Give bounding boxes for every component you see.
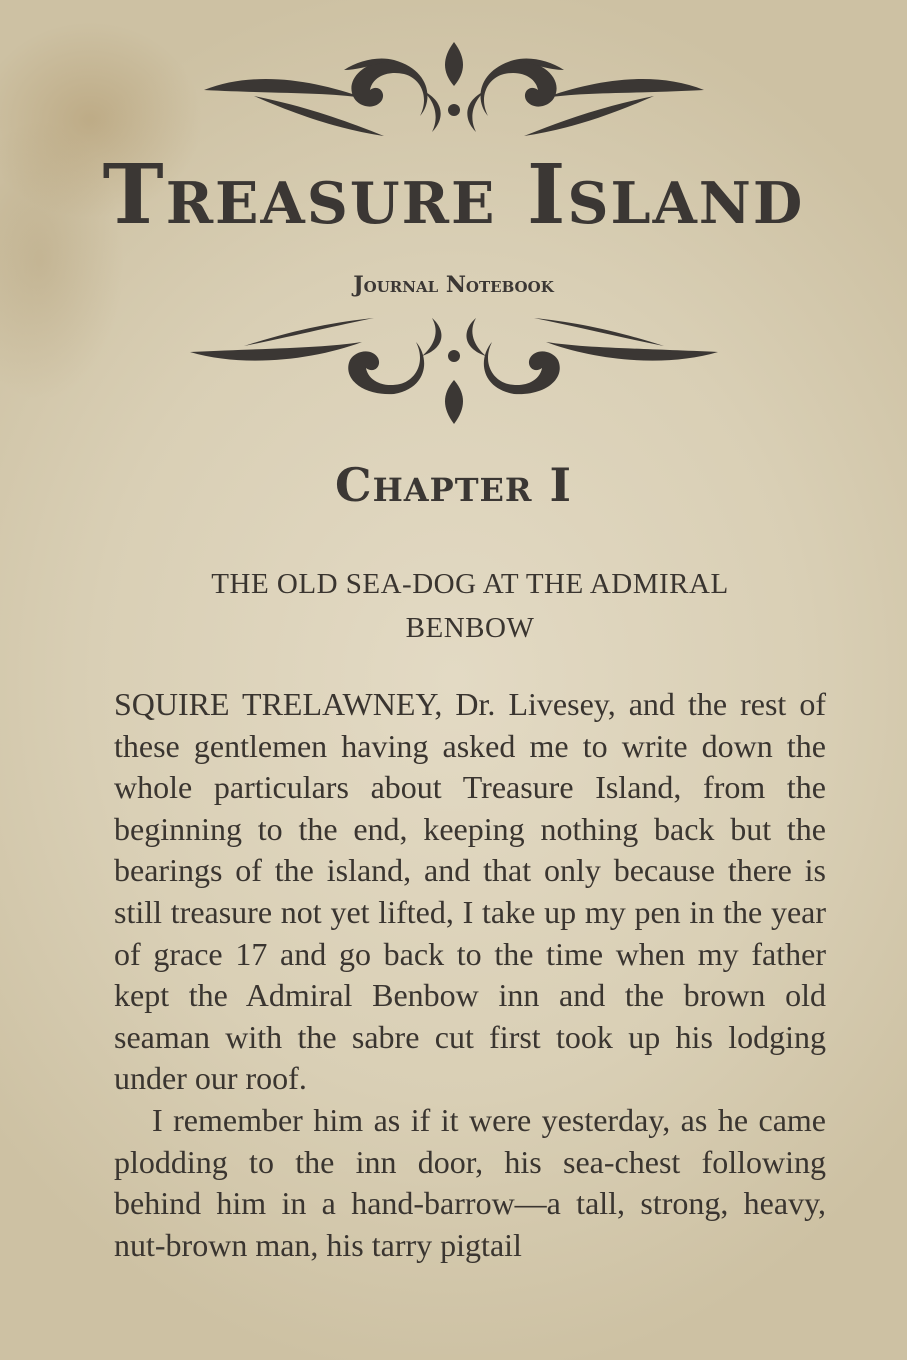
top-flourish-ornament-icon <box>0 40 907 150</box>
paragraph: I remember him as if it were yesterday, as he came plodding to the inn door, his sea-chest following behind him in a hand-barrow—a tall, strong, heavy, nut-brown man, his tarry pigtail <box>114 1101 826 1263</box>
book-subtitle: Journal Notebook <box>353 272 554 298</box>
chapter-title: THE OLD SEA-DOG AT THE ADMIRAL BENBOW <box>211 568 729 644</box>
book-title: Treasure Island <box>102 147 805 243</box>
chapter-heading: Chapter I <box>334 458 573 512</box>
bottom-flourish-ornament-icon <box>0 316 907 428</box>
chapter-body <box>114 684 826 1266</box>
paragraph: SQUIRE TRELAWNEY, Dr. Livesey, and the rest of these gentlemen having asked me to write down the whole particulars about Treasure Island, from the beginning to the end, keeping nothing back but the bearings of the island, and that only because there is still treasure not yet lifted, I take up my pen in the year of grace 17 and go back to the time when my father kept the Admiral Benbow inn and the brown old seaman with the sabre cut first took up his lodging under our roof. <box>114 686 826 1097</box>
